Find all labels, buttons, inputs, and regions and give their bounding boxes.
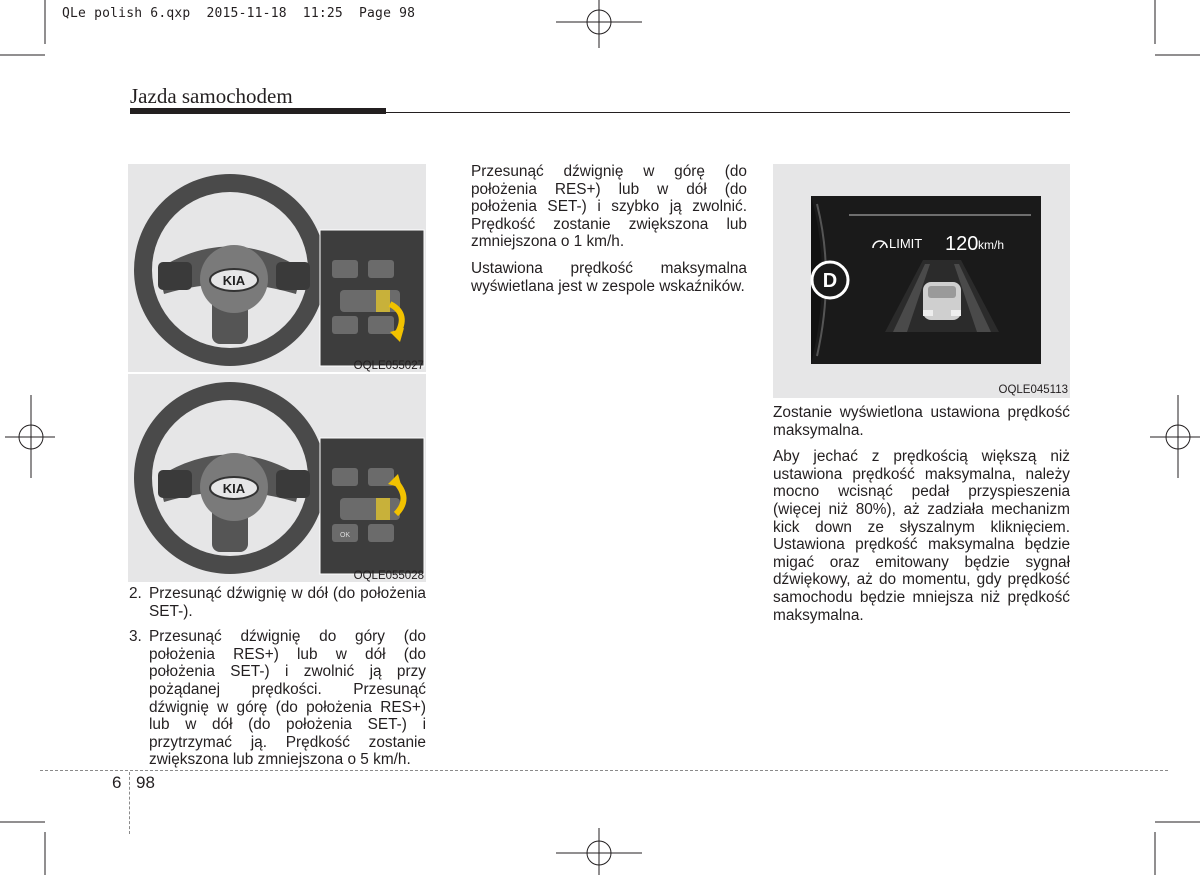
ok-button-label: OK — [339, 532, 351, 539]
steering-wheel-illustration — [128, 164, 426, 372]
footer-divider — [129, 772, 130, 834]
list-item — [129, 628, 426, 769]
list-number: 2. — [129, 585, 142, 602]
printer-slug: QLe polish 6.qxp 2015-11-18 11:25 Page 98 — [62, 6, 416, 21]
speed-unit: km/h — [978, 238, 1005, 252]
list-item — [129, 585, 426, 620]
steering-wheel-illustration — [128, 374, 426, 582]
paragraph: Przesunąć dźwignię w górę (do położenia RES+) lub w dół (do położenia SET-) i szybko ją zwolnić. Prędkość zostanie zwiększona lub zmniejszona o 1 km/h. — [471, 163, 747, 251]
right-column-text — [773, 404, 1070, 633]
list-number: 3. — [129, 628, 142, 646]
left-column-steps — [129, 585, 426, 777]
figure-cluster-display — [773, 164, 1070, 398]
paragraph: Aby jechać z prędkością większą niż ustawiona prędkość maksymalna, należy mocno wcisnąć pedał przyspieszenia (więcej niż 80%), aż zadziała mechanizm kick down ze słyszalnym kliknięciem. Ustawiona prędkość maksymalna będzie migać oraz emitowany będzie sygnał dźwiękowy, aż do momentu, gdy prędkość samochodu będzie mniejsza niż prędkość maksymalna. — [773, 448, 1070, 624]
header-rule-accent — [130, 108, 386, 114]
section-title: Jazda samochodem — [130, 84, 293, 108]
chapter-number: 6 — [112, 773, 122, 792]
paragraph: Zostanie wyświetlona ustawiona prędkość maksymalna. — [773, 404, 1070, 439]
figure-code: OQLE055027 — [353, 360, 424, 372]
paragraph: Ustawiona prędkość maksymalna wyświetlana jest w zespole wskaźników. — [471, 259, 747, 295]
wheel-logo: KIA — [222, 273, 246, 288]
limit-label: LIMIT — [889, 236, 923, 251]
footer-rule — [40, 770, 1168, 771]
figure-code: OQLE055028 — [353, 570, 424, 582]
figure-code: OQLE045113 — [998, 384, 1068, 396]
list-text: Przesunąć dźwignię do góry (do położenia RES+) lub w dół (do położenia SET-) i zwolnić ją przy pożądanej prędkości. Przesunąć dźwignię w górę (do położenia RES+) lub w dół (do położenia SET-) i przytrzymać ją. Prędkość zostanie zwiększona lub zmniejszona o 5 km/h. — [149, 628, 426, 769]
speed-value: 120 — [945, 233, 979, 255]
figure-steering-wheel-lever-up — [128, 372, 426, 582]
cluster-display-illustration — [773, 164, 1070, 398]
gear-indicator: D — [822, 270, 838, 292]
wheel-logo: KIA — [222, 481, 246, 496]
figure-steering-wheel-lever-down — [128, 164, 426, 372]
middle-column-text — [471, 163, 747, 304]
page-number: 98 — [136, 773, 155, 792]
list-text: Przesunąć dźwignię w dół (do położenia SET-). — [149, 585, 426, 620]
